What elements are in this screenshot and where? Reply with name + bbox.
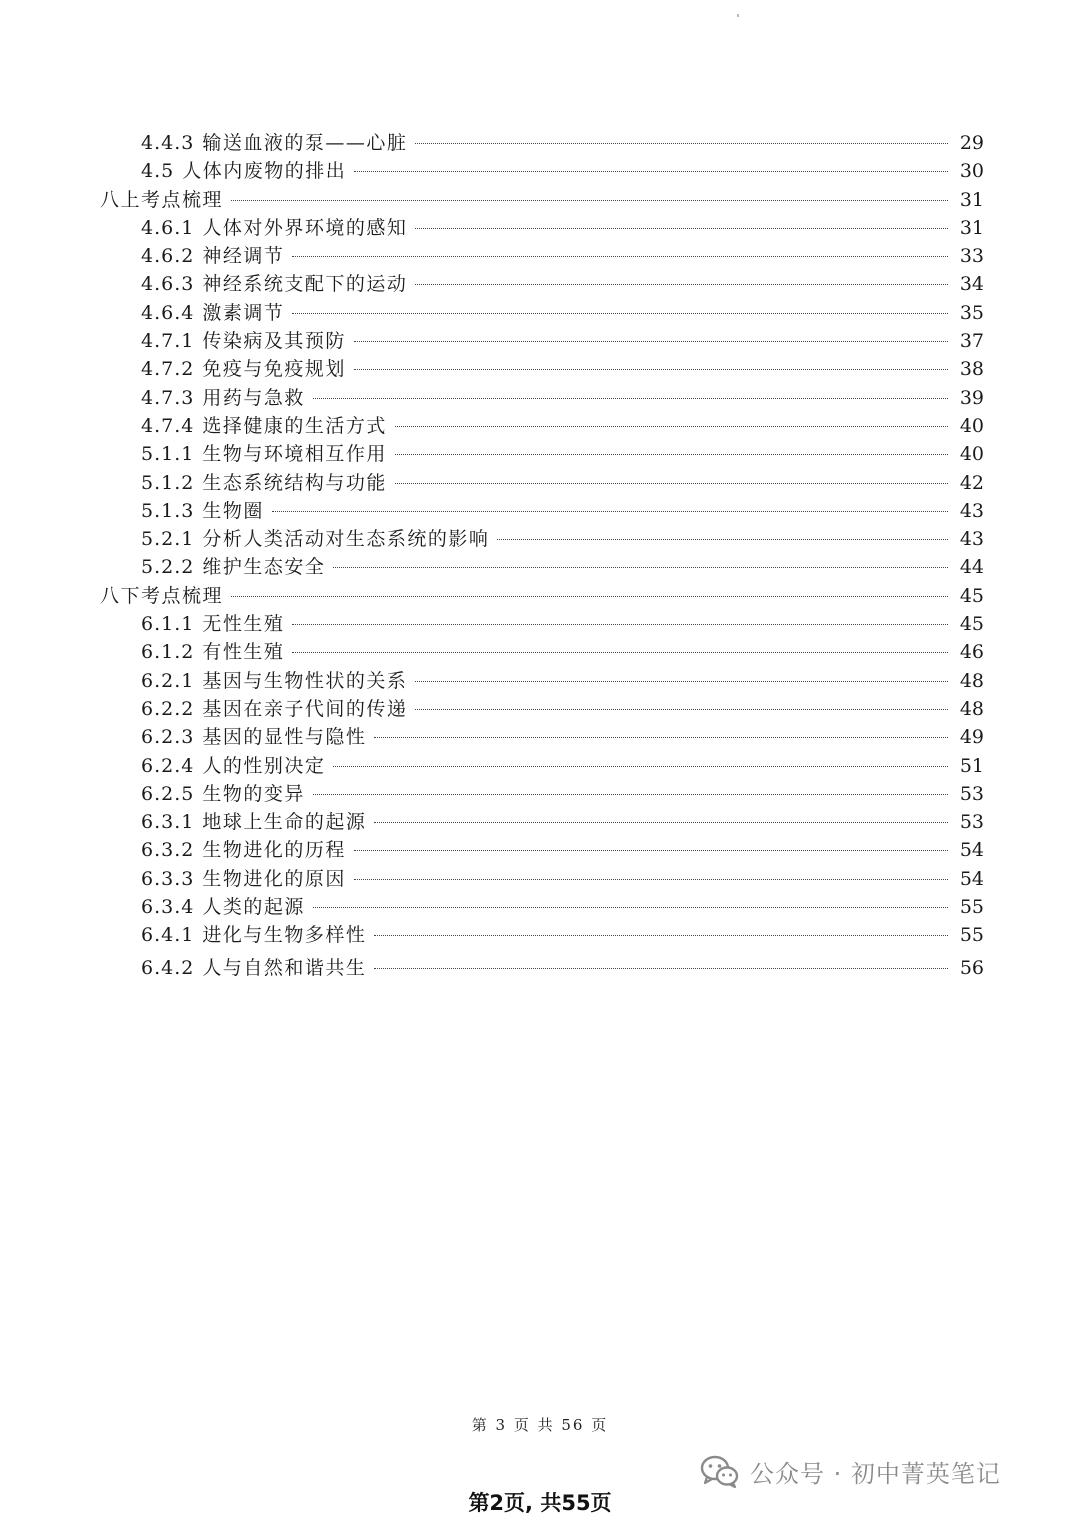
toc-dot-leader bbox=[354, 341, 948, 342]
toc-entry-title: 输送血液的泵——心脏 bbox=[202, 132, 408, 154]
toc-entry-number: 4.6.3 bbox=[141, 273, 195, 296]
toc-entry[interactable] bbox=[100, 525, 984, 553]
toc-page-number: 39 bbox=[959, 386, 984, 409]
toc-entry[interactable] bbox=[100, 355, 984, 383]
toc-entry[interactable] bbox=[100, 752, 984, 780]
toc-page-number: 31 bbox=[959, 188, 984, 211]
toc-dot-leader bbox=[333, 567, 948, 568]
toc-dot-leader bbox=[354, 850, 948, 851]
toc-entry-title: 分析人类活动对生态系统的影响 bbox=[202, 528, 490, 551]
toc-entry-number: 5.1.1 bbox=[141, 443, 195, 466]
toc-entry[interactable] bbox=[100, 808, 984, 836]
toc-dot-leader bbox=[292, 624, 948, 625]
toc-page-number: 48 bbox=[959, 669, 984, 692]
toc-entry[interactable] bbox=[100, 723, 984, 751]
toc-section-heading[interactable] bbox=[100, 582, 984, 610]
toc-entry[interactable] bbox=[100, 893, 984, 921]
toc-entry[interactable] bbox=[100, 865, 984, 893]
scan-speck bbox=[737, 14, 739, 17]
toc-entry[interactable] bbox=[100, 412, 984, 440]
toc-page-number: 38 bbox=[959, 358, 984, 381]
toc-entry-title: 选择健康的生活方式 bbox=[202, 414, 387, 437]
toc-page-number: 29 bbox=[959, 132, 984, 154]
toc-entry-number: 4.7.4 bbox=[141, 414, 195, 437]
toc-dot-leader bbox=[415, 709, 948, 710]
toc-dot-leader bbox=[415, 228, 948, 229]
toc-entry-title: 人与自然和谐共生 bbox=[202, 956, 367, 979]
toc-page-number: 55 bbox=[959, 896, 984, 919]
toc-entry-title: 生物进化的原因 bbox=[202, 867, 346, 890]
toc-entry-number: 6.2.3 bbox=[141, 726, 195, 749]
toc-entry[interactable] bbox=[100, 610, 984, 638]
toc-entry-number: 5.2.2 bbox=[141, 556, 195, 579]
toc-entry[interactable] bbox=[100, 921, 984, 949]
toc-entry-number: 6.3.4 bbox=[141, 896, 195, 919]
toc-dot-leader bbox=[415, 284, 948, 285]
toc-page-number: 33 bbox=[959, 245, 984, 268]
toc-entry-number: 5.1.2 bbox=[141, 471, 195, 494]
toc-dot-leader bbox=[374, 935, 948, 936]
toc-entry-title: 用药与急救 bbox=[202, 386, 305, 409]
toc-entry[interactable] bbox=[100, 242, 984, 270]
toc-page-number: 40 bbox=[959, 443, 984, 466]
toc-entry-title: 生态系统结构与功能 bbox=[202, 471, 387, 494]
toc-entry-title: 地球上生命的起源 bbox=[202, 811, 367, 834]
toc-page-number: 45 bbox=[959, 613, 984, 636]
toc-entry-number: 4.6.2 bbox=[141, 245, 195, 268]
toc-dot-leader bbox=[395, 483, 948, 484]
toc-entry-title: 生物的变异 bbox=[202, 782, 305, 805]
toc-page-number: 53 bbox=[959, 811, 984, 834]
toc-entry[interactable] bbox=[100, 667, 984, 695]
toc-dot-leader bbox=[354, 369, 948, 370]
toc-page-number: 54 bbox=[959, 867, 984, 890]
watermark bbox=[700, 1454, 1001, 1489]
toc-entry-number: 6.1.2 bbox=[141, 641, 195, 664]
toc-entry-title: 八上考点梳理 bbox=[100, 188, 224, 211]
toc-entry[interactable] bbox=[100, 950, 984, 983]
toc-entry[interactable] bbox=[100, 497, 984, 525]
toc-entry-title: 无性生殖 bbox=[202, 613, 285, 636]
toc-dot-leader bbox=[395, 426, 948, 427]
toc-entry[interactable] bbox=[100, 384, 984, 412]
toc-page-number: 30 bbox=[959, 160, 984, 183]
toc-page-number: 37 bbox=[959, 330, 984, 353]
toc-entry-title: 八下考点梳理 bbox=[100, 584, 224, 607]
toc-entry-number: 6.2.2 bbox=[141, 697, 195, 720]
toc-entry-number: 6.3.1 bbox=[141, 811, 195, 834]
toc-entry-title: 维护生态安全 bbox=[202, 556, 326, 579]
toc-dot-leader bbox=[395, 454, 948, 455]
toc-page-number: 31 bbox=[959, 216, 984, 239]
toc-entry-title: 基因在亲子代间的传递 bbox=[202, 697, 408, 720]
toc-entry-title: 生物进化的历程 bbox=[202, 839, 346, 862]
toc-entry-title: 免疫与免疫规划 bbox=[202, 358, 346, 381]
toc-page-number: 51 bbox=[959, 754, 984, 777]
toc-entry-number: 6.2.4 bbox=[141, 754, 195, 777]
toc-dot-leader bbox=[292, 256, 948, 257]
toc-entry[interactable] bbox=[100, 695, 984, 723]
toc-page-number: 49 bbox=[959, 726, 984, 749]
toc-entry-number: 5.2.1 bbox=[141, 528, 195, 551]
toc-dot-leader bbox=[333, 766, 948, 767]
toc-dot-leader bbox=[354, 879, 948, 880]
toc-entry[interactable] bbox=[100, 780, 984, 808]
toc-entry-number: 4.7.3 bbox=[141, 386, 195, 409]
toc-dot-leader bbox=[231, 596, 948, 597]
toc-entry[interactable] bbox=[100, 157, 984, 185]
toc-entry[interactable] bbox=[100, 129, 984, 157]
toc-page-number: 56 bbox=[959, 956, 984, 979]
toc-dot-leader bbox=[272, 511, 948, 512]
toc-entry[interactable] bbox=[100, 469, 984, 497]
toc-entry-title: 进化与生物多样性 bbox=[202, 924, 367, 947]
toc-page-number: 54 bbox=[959, 839, 984, 862]
toc-dot-leader bbox=[354, 171, 948, 172]
toc-entry-number: 6.4.1 bbox=[141, 924, 195, 947]
toc-entry-number: 6.2.5 bbox=[141, 782, 195, 805]
toc-dot-leader bbox=[497, 539, 948, 540]
toc-entry[interactable] bbox=[100, 836, 984, 864]
toc-entry-title: 激素调节 bbox=[202, 301, 285, 324]
toc-dot-leader bbox=[313, 398, 948, 399]
toc-entry-title: 有性生殖 bbox=[202, 641, 285, 664]
toc-dot-leader bbox=[231, 200, 948, 201]
toc-page-number: 43 bbox=[959, 499, 984, 522]
toc-entry-title: 生物与环境相互作用 bbox=[202, 443, 387, 466]
toc-entry-number: 6.3.2 bbox=[141, 839, 195, 862]
viewer-page-indicator: 第2页, 共55页 bbox=[468, 1491, 612, 1515]
toc-entry-title: 人体对外界环境的感知 bbox=[202, 216, 408, 239]
toc-page-number: 45 bbox=[959, 584, 984, 607]
toc-entry-title: 神经系统支配下的运动 bbox=[202, 273, 408, 296]
toc-entry-title: 生物圈 bbox=[202, 499, 264, 522]
toc-entry[interactable] bbox=[100, 327, 984, 355]
toc-page-number: 46 bbox=[959, 641, 984, 664]
toc-page-number: 40 bbox=[959, 414, 984, 437]
toc-entry[interactable] bbox=[100, 553, 984, 581]
toc-entry-title: 神经调节 bbox=[202, 245, 285, 268]
toc-entry-number: 4.5 bbox=[141, 160, 175, 183]
toc-entry[interactable] bbox=[100, 440, 984, 468]
toc-entry-title: 基因与生物性状的关系 bbox=[202, 669, 408, 692]
toc-dot-leader bbox=[415, 681, 948, 682]
toc-dot-leader bbox=[313, 794, 948, 795]
toc-entry[interactable] bbox=[100, 299, 984, 327]
toc-dot-leader bbox=[374, 822, 948, 823]
toc-page-number: 35 bbox=[959, 301, 984, 324]
toc-entry-number: 4.7.1 bbox=[141, 330, 195, 353]
toc-page-number: 48 bbox=[959, 697, 984, 720]
document-page-number: 第 3 页 共 56 页 bbox=[471, 1416, 609, 1434]
toc-entry[interactable] bbox=[100, 214, 984, 242]
toc-dot-leader bbox=[374, 968, 948, 969]
watermark-text: 公众号 · 初中菁英笔记 bbox=[750, 1460, 1001, 1488]
toc-entry-number: 6.1.1 bbox=[141, 613, 195, 636]
toc-entry[interactable] bbox=[100, 638, 984, 666]
toc-entry-title: 人的性别决定 bbox=[202, 754, 326, 777]
toc-entry-number: 6.2.1 bbox=[141, 669, 195, 692]
toc-dot-leader bbox=[313, 907, 948, 908]
toc-dot-leader bbox=[292, 652, 948, 653]
toc-page-number: 42 bbox=[959, 471, 984, 494]
toc-entry-title: 传染病及其预防 bbox=[202, 330, 346, 353]
toc-page-number: 43 bbox=[959, 528, 984, 551]
toc-dot-leader bbox=[292, 313, 948, 314]
toc-entry-number: 6.3.3 bbox=[141, 867, 195, 890]
table-of-contents bbox=[100, 129, 984, 983]
toc-entry[interactable] bbox=[100, 270, 984, 298]
toc-entry-number: 4.6.1 bbox=[141, 216, 195, 239]
toc-entry-number: 4.7.2 bbox=[141, 358, 195, 381]
toc-dot-leader bbox=[415, 143, 948, 144]
toc-entry-number: 4.6.4 bbox=[141, 301, 195, 324]
toc-entry-title: 人体内废物的排出 bbox=[182, 160, 347, 183]
toc-page-number: 55 bbox=[959, 924, 984, 947]
toc-dot-leader bbox=[374, 737, 948, 738]
toc-page-number: 44 bbox=[959, 556, 984, 579]
toc-entry-title: 基因的显性与隐性 bbox=[202, 726, 367, 749]
wechat-icon bbox=[700, 1455, 740, 1489]
toc-page-number: 53 bbox=[959, 782, 984, 805]
toc-entry-number: 5.1.3 bbox=[141, 499, 195, 522]
toc-entry-number: 4.4.3 bbox=[141, 132, 195, 154]
toc-page-number: 34 bbox=[959, 273, 984, 296]
toc-entry-number: 6.4.2 bbox=[141, 956, 195, 979]
toc-section-heading[interactable] bbox=[100, 186, 984, 214]
toc-entry-title: 人类的起源 bbox=[202, 896, 305, 919]
